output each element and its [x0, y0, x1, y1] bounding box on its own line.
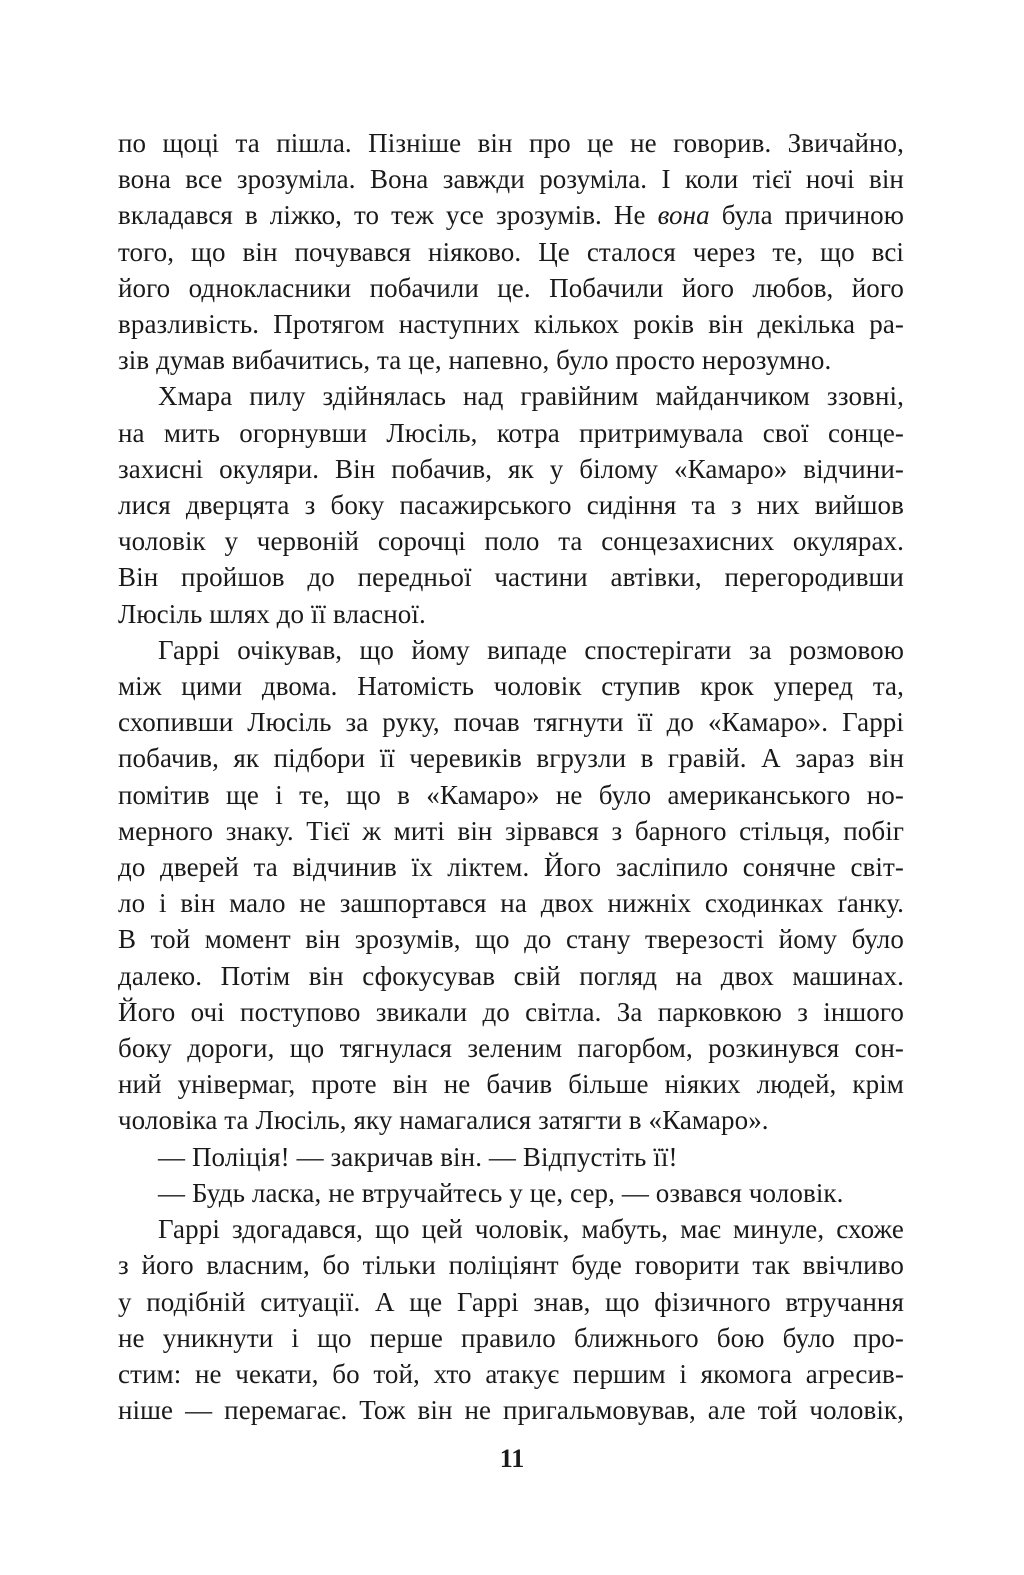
text-line: схопивши Люсіль за руку, почав тягнути її до «Камаро». Гаррі [118, 707, 904, 738]
text-line: ло і він мало не зашпортався на двох нижніх сходинках ґанку. [118, 888, 904, 919]
paragraph [118, 1175, 904, 1211]
paragraph [118, 378, 904, 631]
text-line: вкладався в ліжко, то теж усе зрозумів. Не вона була причиною [118, 200, 904, 231]
text-line: його однокласники побачили це. Побачили його любов, його [118, 272, 904, 303]
text-line: — Будь ласка, не втручайтесь у це, сер, — озвався чоловік. [158, 1177, 844, 1208]
text-line: ніше — перемагає. Тож він не пригальмовував, але той чоловік, [118, 1395, 904, 1426]
text-line: ний універмаг, проте він не бачив більше ніяких людей, крім [118, 1069, 904, 1100]
text-line: до дверей та відчинив їх ліктем. Його засліпило сонячне світ- [118, 852, 904, 883]
text-line: побачив, як підбори її черевиків вгрузли в гравій. А зараз він [118, 743, 904, 774]
text-line: чоловік у червоній сорочці поло та сонцезахисних окулярах. [118, 526, 904, 557]
emphasis: вона [657, 200, 710, 231]
text-line: з його власним, бо тільки поліціянт буде говорити так ввічливо [118, 1250, 904, 1281]
body-text [118, 125, 904, 1428]
page-number: 11 [499, 1444, 525, 1473]
text-line: мерного знаку. Тієї ж миті він зірвався з барного стільця, побіг [118, 815, 904, 846]
text-line: Гаррі очікував, що йому випаде спостерігати за розмовою [158, 634, 904, 665]
text-line: помітив ще і те, що в «Камаро» не було американського но- [118, 779, 904, 810]
text-line: вразливість. Протягом наступних кількох років він декілька ра- [118, 309, 904, 340]
text-line: стим: не чекати, бо той, хто атакує першим і якомога агресив- [118, 1358, 904, 1389]
text-line: по щоці та пішла. Пізніше він про це не говорив. Звичайно, [118, 128, 904, 158]
text-line: не уникнути і що перше правило ближнього бою було про- [118, 1322, 904, 1353]
paragraph [118, 125, 904, 378]
paragraph [118, 1139, 904, 1175]
text-line: — Поліція! — закричав він. — Відпустіть її! [158, 1141, 678, 1172]
text-line: лися дверцята з боку пасажирського сидіння та з них вийшов [118, 490, 904, 521]
text-line: Він пройшов до передньої частини автівки, перегородивши [118, 562, 904, 593]
text-line: захисні окуляри. Він побачив, як у білому «Камаро» відчини- [118, 453, 904, 484]
text-line: Хмара пилу здійнялась над гравійним майданчиком ззовні, [158, 381, 904, 412]
paragraph [118, 1211, 904, 1428]
text-line: Люсіль шлях до її власної. [118, 598, 426, 629]
text-line: вона все зрозуміла. Вона завжди розуміла. І коли тієї ночі він [118, 164, 904, 195]
text-line: між цими двома. Натомість чоловік ступив крок уперед та, [118, 671, 904, 702]
text-line: у подібній ситуації. А ще Гаррі знав, що фізичного втручання [118, 1286, 904, 1317]
text-line: того, що він почувався ніяково. Це сталося через те, що всі [118, 236, 904, 267]
text-line: Гаррі здогадався, що цей чоловік, мабуть, має минуле, схоже [158, 1214, 904, 1245]
text-line: Його очі поступово звикали до світла. За парковкою з іншого [118, 996, 904, 1027]
text-line: чоловіка та Люсіль, яку намагалися затягти в «Камаро». [118, 1105, 769, 1136]
text-line: на мить огорнувши Люсіль, котра притримувала свої сонце- [118, 417, 904, 448]
text-line: зів думав вибачитись, та це, напевно, було просто нерозумно. [118, 345, 832, 376]
paragraph [118, 632, 904, 1139]
text-line: далеко. Потім він сфокусував свій погляд на двох машинах. [118, 960, 904, 991]
text-line: боку дороги, що тягнулася зеленим пагорбом, розкинувся сон- [118, 1033, 904, 1064]
text-line: В той момент він зрозумів, що до стану тверезості йому було [118, 924, 904, 955]
